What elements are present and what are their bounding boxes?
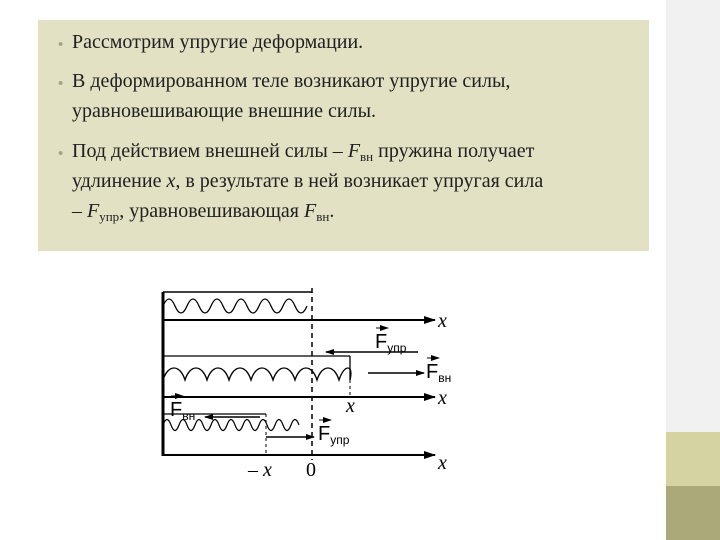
- text-run: .: [329, 200, 335, 222]
- text-run: , в результате в ней возникает упругая сила: [175, 170, 544, 192]
- x-axis-label-2: x: [438, 387, 447, 409]
- subscript-vn: вн: [360, 149, 374, 164]
- bullet-2-line-2: уравновешивающие внешние силы.: [72, 100, 377, 122]
- bullet-dot: •: [58, 145, 64, 162]
- subscript-vn: вн: [316, 209, 330, 224]
- text-panel: [38, 20, 649, 251]
- x-axis-label-3: x: [438, 452, 447, 474]
- bullet-dot: •: [58, 36, 64, 53]
- bullet-3-line-2: [72, 170, 543, 193]
- f-upr-label-2: [318, 423, 350, 447]
- x-axis-label-1: x: [438, 310, 447, 332]
- force-symbol: F: [87, 200, 100, 222]
- right-decor-strip: [666, 0, 720, 540]
- zero-label: 0: [306, 459, 316, 481]
- f-letter: F: [375, 331, 388, 353]
- text-run: Под действием внешней силы –: [72, 140, 348, 162]
- f-upr-label-1: [375, 331, 407, 355]
- x-symbol: x: [166, 170, 176, 192]
- force-symbol: F: [347, 140, 361, 162]
- f-vn-label-1: [426, 361, 451, 385]
- text-run: удлинение: [72, 170, 167, 192]
- spring-rest-coils: [163, 299, 307, 313]
- accent-block-dark: [666, 486, 720, 540]
- minus-x-label: – x: [248, 459, 272, 481]
- accent-block-light: [666, 432, 720, 486]
- upr-subscript: упр: [387, 341, 407, 355]
- f-letter: F: [170, 399, 183, 421]
- f-letter: F: [426, 361, 439, 383]
- bullet-3-line-1: [72, 140, 534, 165]
- spring-stretched-coils: [163, 368, 351, 380]
- f-vn-label-2: [170, 399, 195, 423]
- upr-subscript: упр: [330, 433, 350, 447]
- vn-subscript: вн: [438, 371, 452, 385]
- bullet-dot: •: [58, 75, 64, 92]
- text-run: , уравновешивающая: [119, 200, 304, 222]
- bullet-3-line-3: [72, 200, 334, 225]
- bullet-1-text: Рассмотрим упругие деформации.: [72, 31, 364, 53]
- subscript-upr: упр: [99, 209, 120, 224]
- text-run: –: [72, 200, 87, 222]
- force-symbol: F: [304, 200, 317, 222]
- bullet-2-line-1: В деформированном теле возникают упругие силы,: [72, 70, 511, 92]
- vn-subscript: вн: [182, 409, 196, 423]
- spring-diagram: [150, 280, 470, 485]
- f-letter: F: [318, 423, 331, 445]
- x-marker-label: x: [346, 395, 355, 417]
- text-run: пружина получает: [373, 140, 535, 162]
